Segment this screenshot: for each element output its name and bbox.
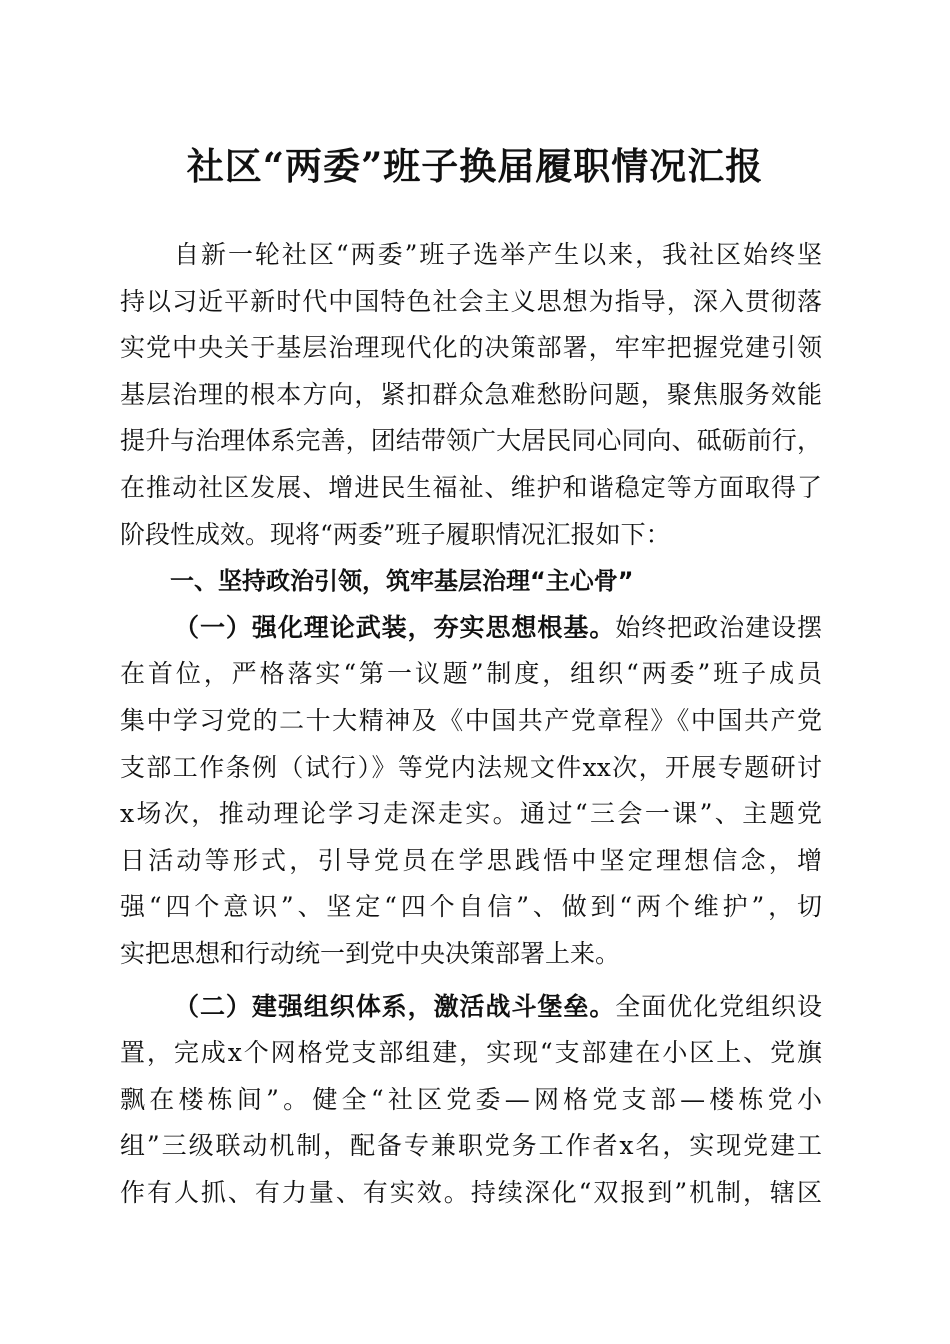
text-line: 支部工作条例（试行）》等党内法规文件xx次，开展专题研讨: [120, 752, 822, 782]
text-line: 集中学习党的二十大精神及《中国共产党章程》《中国共产党: [120, 705, 822, 735]
text-span: 全面优化党组织设: [615, 991, 822, 1021]
subsection-2-paragraph: [120, 984, 822, 1217]
text-line: 飘在楼栋间”。健全“社区党委—网格党支部—楼栋党小: [120, 1084, 822, 1114]
text-line: 组”三级联动机制，配备专兼职党务工作者x名，实现党建工: [120, 1131, 822, 1161]
text-line: 实把思想和行动统一到党中央决策部署上来。: [120, 938, 621, 968]
text-line: 作有人抓、有力量、有实效。持续深化“双报到”机制，辖区: [120, 1177, 822, 1207]
subsection-lead: （一）强化理论武装，夯实思想根基。: [174, 612, 616, 642]
text-line: 自新一轮社区“两委”班子选举产生以来，我社区始终坚: [174, 240, 822, 269]
subsection-1-paragraph: [120, 605, 822, 978]
text-line: 基层治理的根本方向，紧扣群众急难愁盼问题，聚焦服务效能: [120, 379, 822, 409]
document-body: [120, 232, 822, 1216]
text-line: 持以习近平新时代中国特色社会主义思想为指导，深入贯彻落: [120, 286, 822, 316]
text-line: [120, 605, 822, 652]
text-span: 始终把政治建设摆: [615, 612, 822, 642]
text-line: 在推动社区发展、增进民生福祉、维护和谐稳定等方面取得了: [120, 472, 822, 502]
document-title: 社区“两委”班子换届履职情况汇报: [186, 144, 764, 188]
text-line: 日活动等形式，引导党员在学思践悟中坚定理想信念，增: [120, 845, 822, 875]
text-line: 强“四个意识”、坚定“四个自信”、做到“两个维护”，切: [120, 892, 822, 922]
text-line: 置，完成x个网格党支部组建，实现“支部建在小区上、党旗: [120, 1038, 822, 1068]
intro-paragraph: [120, 232, 822, 558]
subsection-lead: （二）建强组织体系，激活战斗堡垒。: [174, 991, 616, 1021]
text-line: 提升与治理体系完善，团结带领广大居民同心同向、砥砺前行，: [120, 426, 822, 456]
text-line: 阶段性成效。现将“两委”班子履职情况汇报如下：: [120, 519, 671, 549]
text-line: 实党中央关于基层治理现代化的决策部署，牢牢把握党建引领: [120, 333, 822, 363]
text-line: [120, 984, 822, 1031]
text-line: 在首位，严格落实“第一议题”制度，组织“两委”班子成员: [120, 659, 822, 689]
section-heading: 一、坚持政治引领，筑牢基层治理“主心骨”: [170, 567, 634, 596]
text-line: x场次，推动理论学习走深走实。通过“三会一课”、主题党: [120, 799, 822, 829]
